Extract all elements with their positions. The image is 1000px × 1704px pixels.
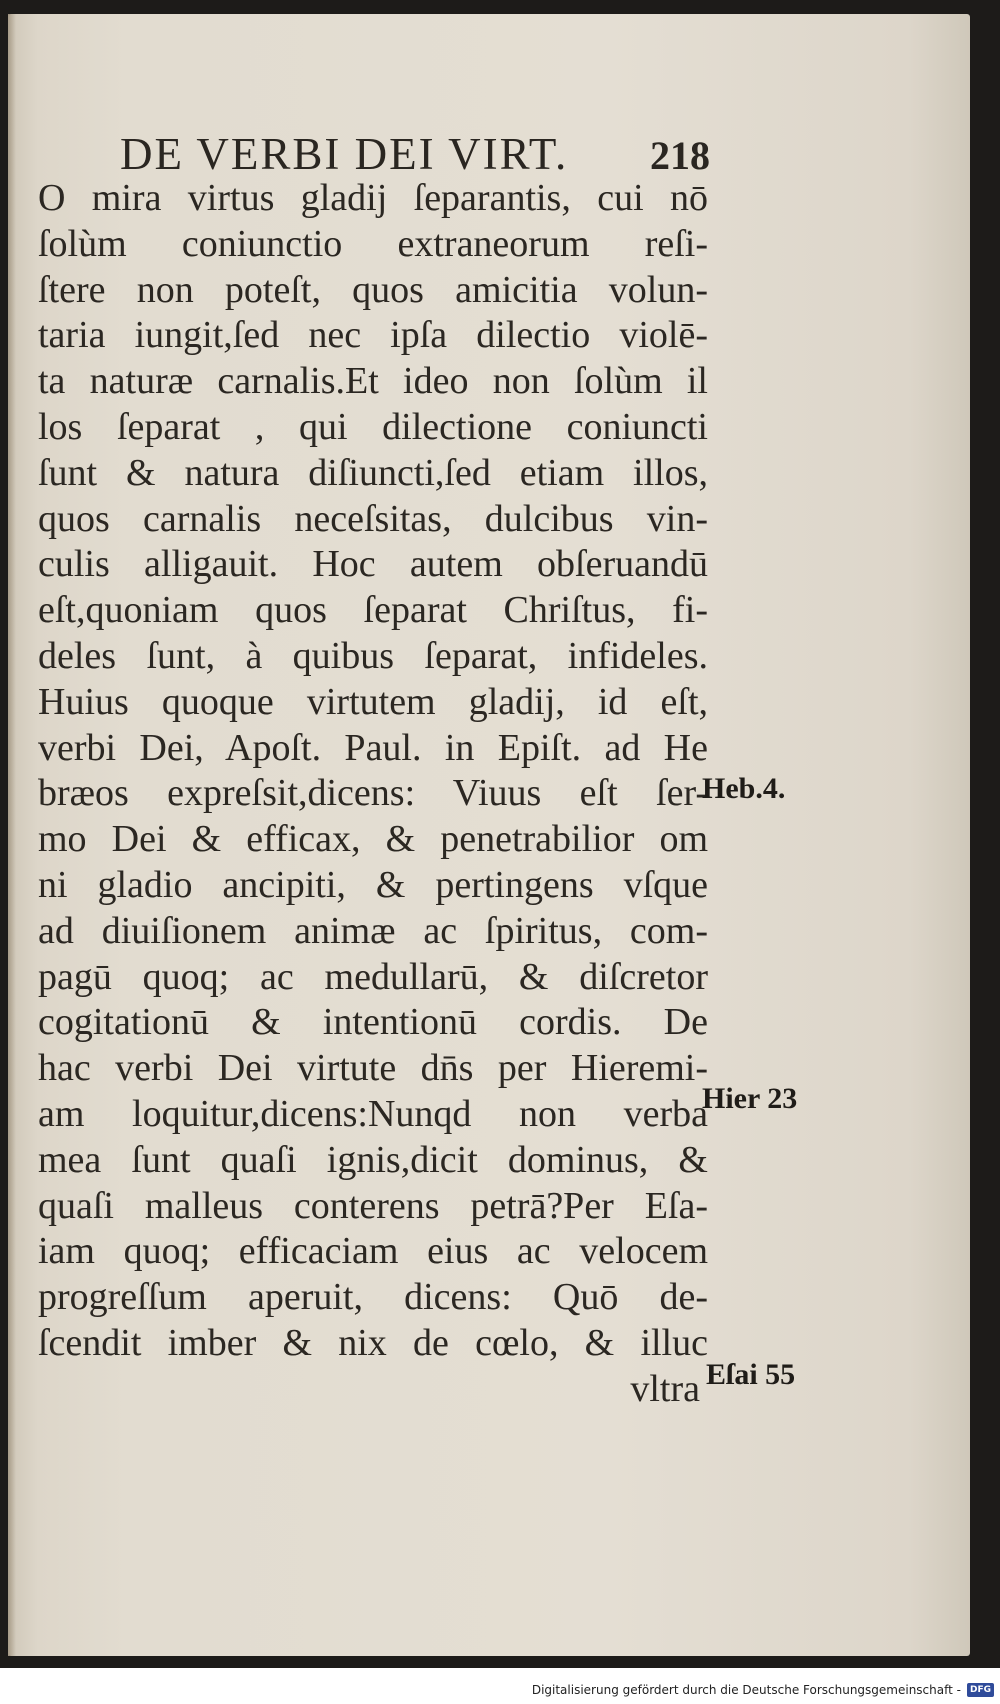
margin-note-hier: Hier 23	[702, 1082, 798, 1115]
text-line: ſtere non poteſt, quos amicitia volun-	[38, 268, 708, 311]
text-line: O mira virtus gladij ſeparantis, cui nō	[38, 177, 708, 219]
dfg-logo: DFG	[967, 1683, 994, 1697]
footer-bar	[0, 1676, 1000, 1704]
text-line: taria iungit,ſed nec ipſa dilectio violē-	[38, 314, 708, 357]
text-line: deles ſunt, à quibus ſeparat, infideles.	[38, 634, 708, 677]
text-line: eſt,quoniam quos ſeparat Chriſtus, fi-	[38, 589, 708, 632]
text-line: verbi Dei, Apoſt. Paul. in Epiſt. ad He	[38, 726, 708, 769]
text-line: am loquitur,dicens:Nunqd non verba	[38, 1092, 708, 1135]
text-line: ta naturæ carnalis.Et ideo non ſolùm il	[38, 360, 708, 403]
text-line: ni gladio ancipiti, & pertingens vſque	[38, 863, 708, 906]
footer-credit: Digitalisierung gefördert durch die Deutsche Forschungsgemeinschaft -	[531, 1683, 961, 1697]
text-line: ſolùm coniunctio extraneorum reſi-	[38, 222, 708, 265]
text-line: hac verbi Dei virtute dn̄s per Hieremi-	[38, 1047, 708, 1090]
page-gutter-shadow	[8, 14, 16, 1656]
text-line: culis alligauit. Hoc autem obſeruandū	[38, 543, 708, 586]
text-line: mea ſunt quaſi ignis,dicit dominus, &	[38, 1138, 708, 1181]
page-number: 218	[650, 133, 710, 178]
body-text	[38, 176, 708, 1413]
page-header	[120, 128, 710, 180]
text-line: quaſi malleus conterens petrā?Per Eſa-	[38, 1184, 708, 1227]
running-title: DE VERBI DEI VIRT.	[120, 129, 569, 179]
text-line: los ſeparat , qui dilectione coniuncti	[38, 405, 708, 448]
text-line: bræos expreſsit,dicens: Viuus eſt ſer-	[38, 772, 708, 815]
text-line: ſunt & natura diſiuncti,ſed etiam illos,	[38, 451, 708, 494]
text-line: ad diuiſionem animæ ac ſpiritus, com-	[38, 909, 708, 952]
margin-note-heb: Heb.4.	[702, 772, 786, 805]
text-line: iam quoq; efficaciam eius ac velocem	[38, 1230, 708, 1273]
text-line: ſcendit imber & nix de cœlo, & illuc	[38, 1321, 708, 1364]
text-line: cogitationū & intentionū cordis. De	[38, 1001, 708, 1044]
margin-note-esai: Eſai 55	[706, 1358, 796, 1391]
text-line: mo Dei & efficax, & penetrabilior om	[38, 818, 708, 861]
text-line: progreſſum aperuit, dicens: Quō de-	[38, 1276, 708, 1319]
text-line: quos carnalis neceſsitas, dulcibus vin-	[38, 497, 708, 540]
catchword: vltra	[630, 1367, 700, 1410]
text-line: pagū quoq; ac medullarū, & diſcretor	[38, 955, 708, 998]
text-line: Huius quoque virtutem gladij, id eſt,	[38, 680, 708, 723]
